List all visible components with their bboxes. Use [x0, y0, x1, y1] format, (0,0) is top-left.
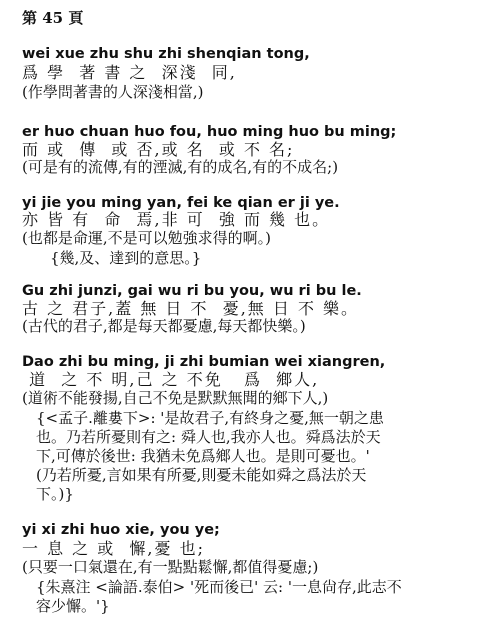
chinese-line: 道 之 不 明,己 之 不免 爲 鄉人, [22, 370, 320, 389]
translation-line: (可是有的流傳,有的湮滅,有的成名,有的不成名;) [22, 158, 339, 176]
chinese-line: 爲 學 著 書 之 深淺 同, [22, 63, 237, 82]
translation-line: (道術不能發揚,自己不免是默默無聞的鄉下人,) [22, 389, 329, 407]
pinyin-line: wei xue zhu shu zhi shenqian tong, [22, 46, 310, 62]
page-number: 第 45 頁 [22, 9, 84, 27]
pinyin-line: Gu zhi junzi, gai wu ri bu you, wu ri bu le. [22, 283, 362, 299]
translation-line: (作學問著書的人深淺相當,) [22, 83, 204, 101]
annotation-note: {<孟子.離婁下>: '是故君子,有終身之憂,無一朝之患 [36, 409, 384, 427]
chinese-line: 古 之 君子,蓋 無 日 不 憂,無 日 不 樂。 [22, 299, 360, 318]
pinyin-line: er huo chuan huo fou, huo ming huo bu ming; [22, 124, 397, 140]
annotation-note: 也。乃若所憂則有之: 舜人也,我亦人也。舜爲法於天 [36, 428, 381, 446]
annotation-note: 容少懈。'} [36, 597, 110, 615]
pinyin-line: Dao zhi bu ming, ji zhi bumian wei xiangren, [22, 354, 386, 370]
translation-line: (古代的君子,都是每天都憂慮,每天都快樂。) [22, 317, 306, 335]
translation-line: (只要一口氣還在,有一點點鬆懈,都值得憂慮;) [22, 558, 319, 576]
annotation-note: {朱熹注 <論語.泰伯> '死而後已' 云: '一息尙存,此志不 [36, 578, 402, 596]
annotation-note: 下,可傳於後世: 我猶未免爲鄉人也。是則可憂也。' [36, 447, 370, 465]
chinese-line: 而 或 傳 或 否,或 名 或 不 名; [22, 140, 295, 159]
annotation-note: {幾,及、達到的意思。} [50, 249, 202, 267]
translation-line: (也都是命運,不是可以勉強求得的啊。) [22, 229, 271, 247]
annotation-note: (乃若所憂,言如果有所憂,則憂未能如舜之爲法於天 [36, 466, 367, 484]
chinese-line: 一 息 之 或 懈,憂 也; [22, 539, 205, 558]
annotation-note: 下。)} [36, 485, 74, 503]
chinese-line: 亦 皆 有 命 焉,非 可 強 而 幾 也。 [22, 210, 331, 229]
pinyin-line: yi jie you ming yan, fei ke qian er ji ye. [22, 195, 340, 211]
pinyin-line: yi xi zhi huo xie, you ye; [22, 522, 220, 538]
